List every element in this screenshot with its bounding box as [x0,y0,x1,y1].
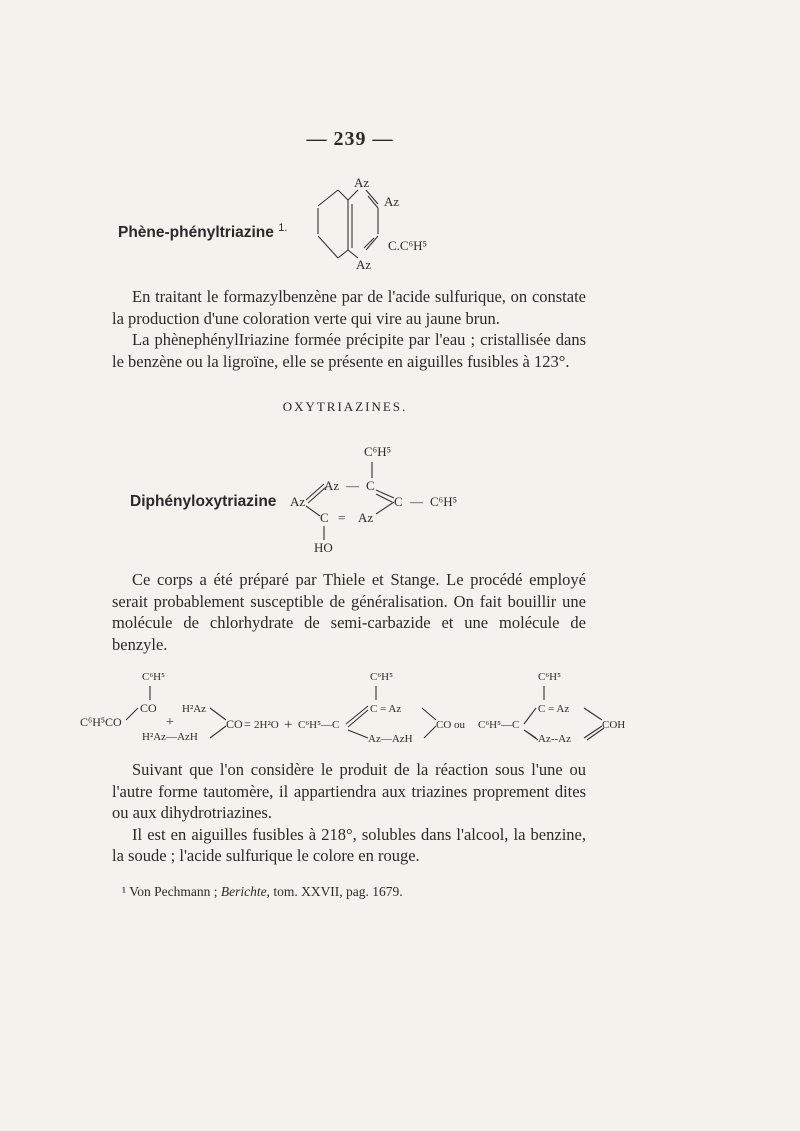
reaction-equation [78,668,638,748]
top-substituent: C⁶H⁵ [364,444,392,459]
double-bond: = [338,510,346,525]
footnote-ref: tom. XXVII, pag. 1679. [273,884,403,899]
paragraph-line: Ce corps a été préparé par Thiele et Stange. Le procédé employé serait probablement susceptible de généralisation. On fait bouillir une molécule de chlorhydrate de semi-carbazide et une molécule de benzyle. [112,570,586,654]
paragraph-line: Suivant que l'on considère le produit de la réaction sous l'une ou l'autre forme tautomère, il appartiendra aux triazines proprement dites ou aux dihydrotriazines. [112,760,586,823]
dash: — [410,494,423,509]
hydrazine: H²Az—AzH [142,731,198,743]
az-left: Az [290,494,306,509]
co-group: CO [140,701,157,715]
substituent: C.C⁶H⁵ [388,238,428,253]
phene-structure-diagram [300,172,480,272]
paragraph-thiele-stange [112,569,586,655]
az-top: Az [324,478,340,493]
phenyl-top-1: C⁶H⁵ [142,671,165,683]
paragraph-line: Il est en aiguilles fusibles à 218°, solubles dans l'alcool, la benzine, la soude ; l'acide sulfurique le colore en rouge. [112,824,586,866]
phenyl-top-3: C⁶H⁵ [538,671,561,683]
az-top: Az [354,175,370,190]
phenyl-top-2: C⁶H⁵ [370,671,393,683]
water: 2H²O [254,719,279,731]
dash: — [346,478,359,493]
phenyl-c: C⁶H⁵—C [298,719,340,731]
az-bottom: Az [358,510,374,525]
footnote-mark: ¹ [122,884,127,899]
c-top: C [366,478,375,493]
c-eq-az-2: C = Az [538,703,570,715]
coh: COH [602,719,626,731]
section-heading: OXYTRIAZINES. [282,399,408,414]
footnote-author: Von Pechmann ; [129,884,218,899]
co-2: CO [226,717,243,731]
az-az: Az--Az [538,733,571,745]
footnote-mark: 1. [278,222,288,234]
page-number: — 239 — [306,128,394,150]
compound-label-phene [118,222,287,242]
paragraph-tautomere [112,759,586,867]
paragraph-line: La phènephénylIriazine formée précipite par l'eau ; cristallisée dans le benzène ou la ligroïne, elle se présente en aiguilles fusibles à 123°. [112,330,586,371]
compound-label-diphenyl: Diphényloxytriazine [130,493,277,510]
compound-name: Phène-phényltriazine [118,224,274,242]
benzoyl: C⁶H⁵CO [80,715,122,729]
footnote-journal: Berichte, [220,884,270,899]
c-eq-az: C = Az [370,703,402,715]
plus: + [166,715,174,730]
az-bottom: Az [356,257,372,272]
plus-2: + [284,717,293,733]
right-substituent: C⁶H⁵ [430,494,458,509]
az-azh: Az—AzH [368,733,413,745]
c-bottom: C [320,510,329,525]
h2az: H²Az [182,703,207,715]
ho-group: HO [314,540,333,555]
paragraph-formazylbenzene [112,286,586,372]
footnote [122,884,403,900]
diphenyl-structure-diagram [284,440,484,558]
co-ou: CO ou [436,719,466,731]
az-right: Az [384,194,400,209]
equals: = [244,717,251,731]
phenyl-c-2: C⁶H⁵—C [478,719,520,731]
paragraph-line: En traitant le formazylbenzène par de l'acide sulfurique, on constate la production d'une coloration verte qui vire au jaune brun. [112,287,586,328]
c-right: C [394,494,403,509]
